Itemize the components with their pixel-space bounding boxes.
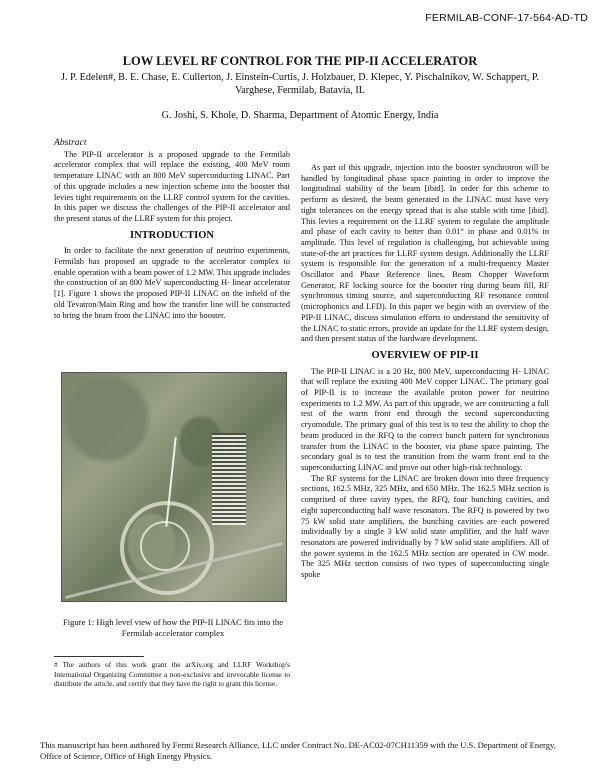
right-column [301, 163, 549, 581]
introduction-heading: INTRODUCTION [129, 229, 214, 241]
abstract-heading: Abstract [54, 137, 87, 148]
paper-title: LOW LEVEL RF CONTROL FOR THE PIP-II ACCELERATOR [122, 54, 478, 68]
report-number: FERMILAB-CONF-17-564-AD-TD [425, 12, 588, 24]
author-list: J. P. Edelen#, B. E. Chase, E. Cullerton, J. Einstein-Curtis, J. Holzbauer, D. Klepec, Y. Pischalnikov, W. Schappert, P. Varghese, Fermilab, Batavia, IL [61, 72, 539, 96]
footnote: # The authors of this work grant the arXiv.org and LLRF Workshop's International Organizing Committee a non-exclusive and irrevocable license to distribute the article, and certify that they have the right to grant this license. [54, 660, 290, 689]
left-column [54, 138, 290, 321]
overview-paragraph-2: The RF systems for the LINAC are broken down into three frequency sections, 162.5 MHz, 325 MHz, and 650 MHz. The 162.5 MHz section is comprised of three cavity types, the RFQ, four bunching cavities, and eight superconducting half wave resonators. The RFQ is powered by two 75 kW solid state amplifiers, the bunching cavities are each powered individually by a single 3 kW solid state amplifier, and the half wave resonators are powered individually by 7 kW solid state amplifiers. All of the power systems in the 162.5 MHz section are operated in CW mode. The 325 MHz section consists of two types of superconducting single spoke [301, 473, 549, 580]
page-footer: This manuscript has been authored by Fermi Research Alliance, LLC under Contract No. DE-AC02-07CH11359 with the U.S. Department of Energy, Office of Science, Office of High Energy Physics. [40, 740, 556, 761]
right-paragraph-1: As part of this upgrade, injection into the booster synchrotron will be handled by longitudinal phase space painting in order to improve the longitudinal stability of the beam [ibid]. In order for this scheme to perform as desired, the beam generated in the LINAC must have very tight tolerances on the energy spread that is also stable with time [ibid]. This levies a requirement on the LLRF system to regulate the amplitude and phase of each cavity to better than 0.01° in phase and 0.01% in amplitude. This level of regulation is challenging, but achievable using state-of-the art practices for LLRF system design. Additionally the LLRF system is responsible for the generation of a multi-frequency Master Oscillator and Phase Reference lines, Beam Chopper Waveform Generator, RF locking source for the booster ring during beam fill, RF synchronous timing source, and superconducting RF resonance control (microphonics and LFD). In this paper we begin with an overview of the PIP-II LINAC, discuss simulation efforts to understand the sensitivity of the LINAC to static errors, provide an update for the LLRF system design, and then present status of the hardware development. [301, 163, 549, 344]
figure-1-aerial-map [61, 372, 287, 602]
footnote-rule [54, 656, 144, 657]
overview-paragraph-1: The PIP-II LINAC is a 20 Hz, 800 MeV, superconducting H- LINAC that will replace the existing 400 MeV copper LINAC. The primary goal of PIP-II is to increase the available proton power for neutrino experiments to 1.2 MW. As part of this upgrade, we are constructing a full test of the warm front end through the second superconducting cryomodule. The primary goal of this test is to test the ability to chop the beam produced in the RFQ to the correct bunch pattern for synchronous transfer from the LINAC to the booster, via phase space painting. The secondary goal is to test the transition from the warm front end to the superconducting LINAC and prove out other high-risk technology. [301, 366, 549, 472]
linac-building [212, 433, 246, 525]
inner-ring-outline [140, 521, 190, 571]
introduction-paragraph: In order to facilitate the next generation of neutrino experiments, Fermilab has proposed an upgrade to the accelerator complex to enable operation with a beam power of 1.2 MW. This upgrade includes the construction of an 800 MeV superconducting H- linear accelerator [1]. Figure 1 shows the proposed PIP-II LINAC on the infield of the old Tevatron/Main Ring and how the transfer line will be constructed to bring the beam from the LINAC into the booster. [54, 246, 290, 320]
overview-heading: OVERVIEW OF PIP-II [371, 349, 479, 361]
figure-caption: Figure 1: High level view of how the PIP-II LINAC fits into the Fermilab accelerator complex [62, 617, 284, 638]
author-list-secondary: G. Joshi, S. Khole, D. Sharma, Department of Atomic Energy, India [161, 110, 439, 121]
abstract-text: The PIP-II accelerator is a proposed upgrade to the Fermilab accelerator complex that will replace the existing, 400 MeV room temperature LINAC with an 800 MeV superconducting LINAC. Part of this upgrade includes a new injection scheme into the booster that levies tight requirements on the LLRF control system for the cavities. In this paper we discuss the challenges of the PIP-II accelerator and the present status of the LLRF system for this project. [54, 149, 290, 223]
